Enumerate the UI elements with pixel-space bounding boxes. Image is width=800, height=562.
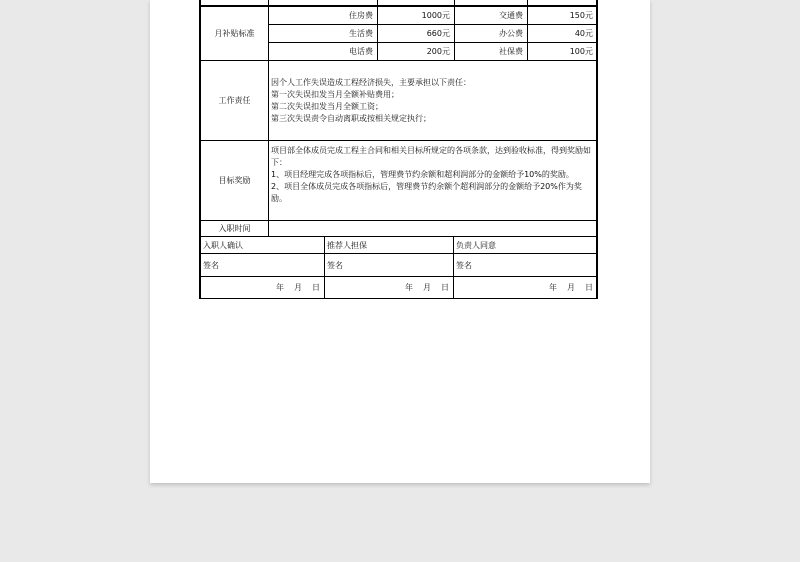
date-day-label: 日: [312, 283, 320, 292]
allowance-item-value: 40元: [527, 24, 598, 43]
reward-line: 2、项目全体成员完成各项指标后，管理费节约余额个超利润部分的金额给予20%作为奖励。: [271, 182, 582, 203]
allowance-item-value: 200元: [377, 42, 455, 61]
employment-form-table: [199, 0, 597, 299]
document-page: [150, 0, 650, 483]
allowance-item-name: 住房费: [268, 6, 378, 25]
allowance-item-value: 1000元: [377, 6, 455, 25]
reward-line: 项目部全体成员完成工程主合同和相关目标所规定的各项条款，达到验收标准，得到奖励如下：: [271, 146, 591, 167]
reward-text: [268, 140, 598, 221]
allowance-item-value: 150元: [527, 6, 598, 25]
date-day-label: 日: [441, 283, 449, 292]
allowance-item-name: 生活费: [268, 24, 378, 43]
date-field-employee[interactable]: [200, 276, 325, 299]
date-field-referrer[interactable]: [324, 276, 454, 299]
entry-time-label: 入职时间: [200, 220, 269, 237]
date-year-label: 年: [276, 283, 284, 292]
date-day-label: 日: [585, 283, 593, 292]
entry-time-value[interactable]: [268, 220, 598, 237]
allowance-item-name: 交通费: [454, 6, 528, 25]
date-month-label: 月: [567, 283, 575, 292]
allowance-item-value: 660元: [377, 24, 455, 43]
date-field-manager[interactable]: [453, 276, 598, 299]
responsibility-line: 第三次失误责令自动离职或按相关规定执行；: [271, 114, 431, 123]
signature-field-employee[interactable]: 签名: [200, 253, 325, 277]
responsibility-label: 工作责任: [200, 60, 269, 141]
signoff-header-employee: 入职人确认: [200, 236, 325, 254]
date-month-label: 月: [423, 283, 431, 292]
responsibility-line: 因个人工作失误造成工程经济损失，主要承担以下责任：: [271, 78, 471, 87]
date-year-label: 年: [549, 283, 557, 292]
reward-label: 目标奖励: [200, 140, 269, 221]
responsibility-line: 第二次失误扣发当月全额工资；: [271, 102, 383, 111]
signoff-header-manager: 负责人同意: [453, 236, 598, 254]
reward-line: 1、项目经理完成各项指标后，管理费节约余额和超利润部分的金额给予10%的奖励。: [271, 170, 574, 179]
signature-field-referrer[interactable]: 签名: [324, 253, 454, 277]
allowance-item-name: 办公费: [454, 24, 528, 43]
signature-field-manager[interactable]: 签名: [453, 253, 598, 277]
allowance-item-name: 电话费: [268, 42, 378, 61]
responsibility-text: [268, 60, 598, 141]
allowance-label: 月补贴标准: [200, 6, 269, 61]
signoff-header-referrer: 推荐人担保: [324, 236, 454, 254]
date-year-label: 年: [405, 283, 413, 292]
date-month-label: 月: [294, 283, 302, 292]
allowance-item-value: 100元: [527, 42, 598, 61]
allowance-item-name: 社保费: [454, 42, 528, 61]
responsibility-line: 第一次失误扣发当月全额补贴费用；: [271, 90, 399, 99]
